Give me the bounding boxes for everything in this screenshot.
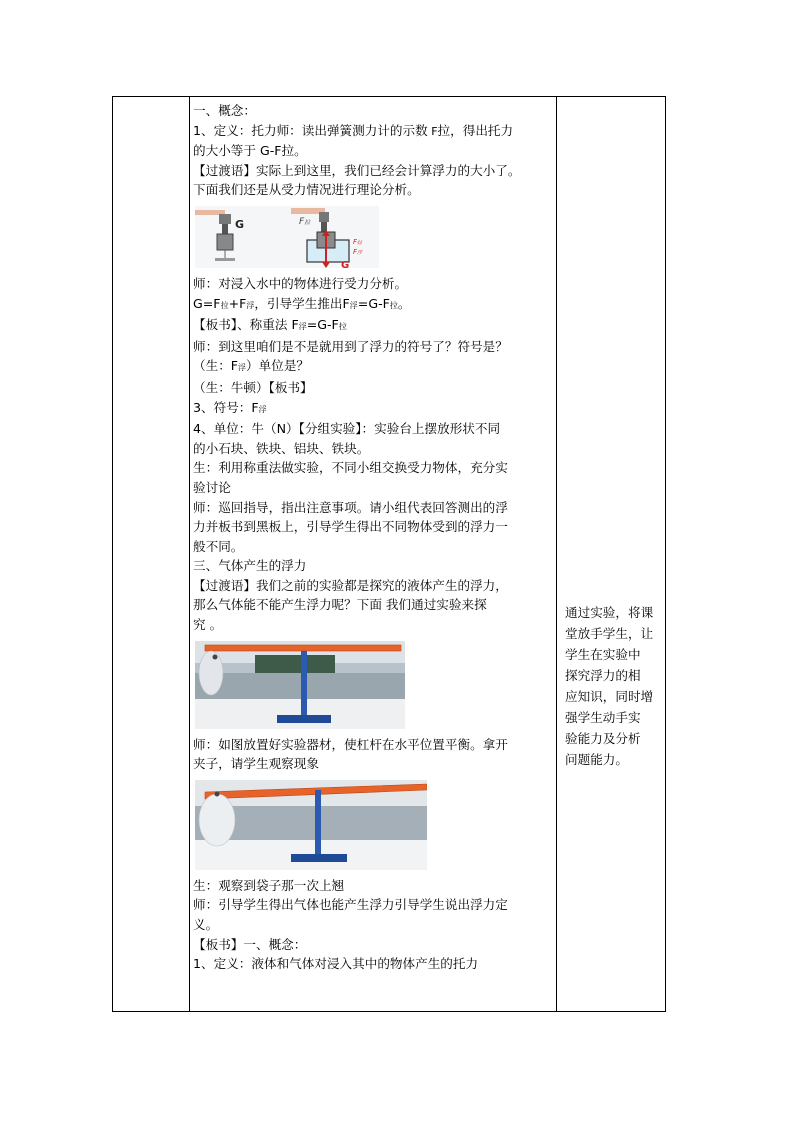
text-line: 一、概念： xyxy=(193,103,256,118)
label-f-pull: F拉 xyxy=(299,216,311,227)
text-line: （生：F浮）单位是？ xyxy=(193,358,309,374)
text-line: 1、定义：液体和气体对浸入其中的物体产生的托力 xyxy=(193,956,479,972)
text-line: G=F拉+F浮，引导学生推出F浮=G-F拉。 xyxy=(193,295,411,311)
text-line: 生：利用称重法做实验，不同小组交换受力物体，充分实 xyxy=(193,460,508,476)
column-divider xyxy=(189,97,190,1011)
text-line: 1、定义：托力师：读出弹簧测力计的示数 F拉，得出托力 xyxy=(193,122,514,138)
text-line: 的大小等于 G-F拉。 xyxy=(193,143,307,159)
intent-line: 堂放手学生，让 xyxy=(565,626,654,641)
label-g: G xyxy=(235,217,245,231)
text-line: 师：对浸入水中的物体进行受力分析。 xyxy=(193,275,408,291)
spring-scale-figure xyxy=(195,206,379,268)
text-line: 三、气体产生的浮力 xyxy=(193,558,307,574)
teaching-process-cell xyxy=(193,101,557,974)
intent-line: 验能力及分析 xyxy=(565,731,641,746)
text-line: （生：牛顿）【板书】 xyxy=(193,379,313,395)
intent-line: 通过实验，将课 xyxy=(565,605,654,620)
intent-line: 强学生动手实 xyxy=(565,710,641,725)
intent-line: 探究浮力的相 xyxy=(565,668,641,683)
text-line: 夹子，请学生观察现象 xyxy=(193,756,319,772)
text-line: 师：引导学生得出气体也能产生浮力引导学生说出浮力定 xyxy=(193,897,508,913)
text-line: 3、符号：F浮 xyxy=(193,399,267,415)
text-line: 下面我们还是从受力情况进行理论分析。 xyxy=(193,182,420,198)
design-intent-cell xyxy=(565,602,659,770)
label-g-water: G xyxy=(341,259,350,268)
text-line: 义。 xyxy=(193,917,219,933)
text-line: 师：到这里咱们是不是就用到了浮力的符号了？符号是？ xyxy=(193,338,508,354)
text-line: 生：观察到袋子那一次上翘 xyxy=(193,877,345,893)
text-line: 【板书】、称重法 F浮=G-F拉 xyxy=(193,317,347,333)
label-f-buoy: F浮 xyxy=(353,247,363,256)
lever-balanced-photo xyxy=(195,641,405,729)
text-line: 【过渡语】实际上到这里，我们已经会计算浮力的大小了。 xyxy=(193,162,521,178)
text-line: 【过渡语】我们之前的实验都是探究的液体产生的浮力， xyxy=(193,577,508,593)
text-line: 师：巡回指导，指出注意事项。请小组代表回答测出的浮 xyxy=(193,499,508,515)
intent-line: 问题能力。 xyxy=(565,752,628,767)
text-line: 般不同。 xyxy=(193,538,244,554)
text-line: 那么气体能不能产生浮力呢？下面 我们通过实验来探 xyxy=(193,597,487,613)
text-line: 的小石块、铁块、铝块、铁块。 xyxy=(193,440,370,456)
text-line: 师：如图放置好实验器材，使杠杆在水平位置平衡。拿开 xyxy=(193,736,508,752)
label-f-right: F拉 xyxy=(353,237,363,246)
text-line: 验讨论 xyxy=(193,479,231,495)
lesson-table xyxy=(112,96,666,1012)
intent-line: 学生在实验中 xyxy=(565,647,641,662)
lever-tilted-photo xyxy=(195,780,427,870)
text-line: 4、单位：牛（N）【分组实验】：实验台上摆放形状不同 xyxy=(193,421,501,437)
intent-line: 应知识，同时增 xyxy=(565,689,654,704)
text-line: 力并板书到黑板上，引导学生得出不同物体受到的浮力一 xyxy=(193,519,508,535)
text-line: 究 。 xyxy=(193,617,223,633)
text-line: 【板书】一、概念： xyxy=(193,936,307,952)
